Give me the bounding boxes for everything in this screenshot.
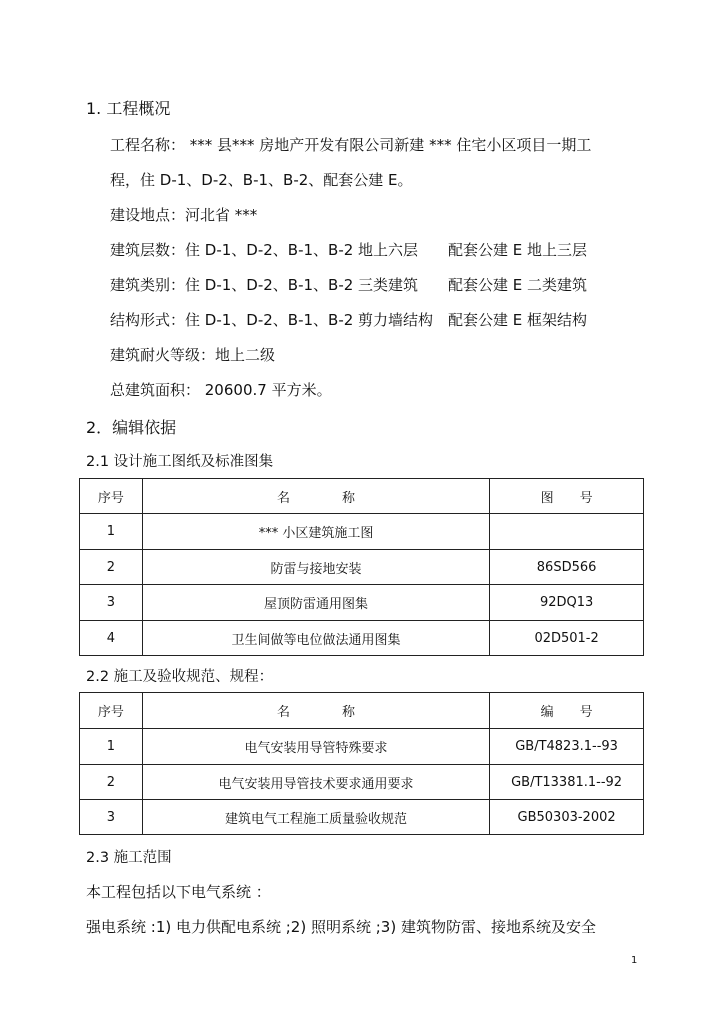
cell-code: GB50303-2002 [490, 800, 644, 835]
strong-current-line: 强电系统 :1) 电力供配电系统 ;2) 照明系统 ;3) 建筑物防雷、接地系统及安全 [86, 918, 596, 936]
fire-rating-line: 建筑耐火等级：地上二级 [110, 346, 276, 364]
cell-name: 屋顶防雷通用图集 [142, 585, 489, 621]
table-row [80, 621, 644, 656]
cell-name: 电气安装用导管技术要求通用要求 [142, 765, 489, 800]
section-2-3-title: 2.3 施工范围 [86, 850, 172, 866]
table-row [80, 765, 644, 800]
cell-name: *** 小区建筑施工图 [142, 514, 489, 550]
header-index: 序号 [80, 479, 143, 514]
cell-code: 02D501-2 [490, 621, 644, 656]
section-2-2-title: 2.2 施工及验收规范、规程： [86, 669, 274, 685]
section-2-1-title: 2.1 设计施工图纸及标准图集 [86, 454, 274, 470]
cell-name: 电气安装用导管特殊要求 [142, 729, 489, 765]
cell-index: 1 [80, 729, 143, 765]
header-drawing-no: 图 号 [490, 479, 644, 514]
table-row [80, 585, 644, 621]
cell-name: 建筑电气工程施工质量验收规范 [142, 800, 489, 835]
cell-code: GB/T4823.1--93 [490, 729, 644, 765]
table-row [80, 800, 644, 835]
cell-code [490, 514, 644, 550]
table-header-row [80, 479, 644, 514]
structure-form-line: 结构形式：住 D-1、D-2、B-1、B-2 剪力墙结构 配套公建 E 框架结构 [110, 311, 588, 329]
standards-table [79, 692, 644, 835]
cell-code: GB/T13381.1--92 [490, 765, 644, 800]
header-name: 名 称 [142, 479, 489, 514]
cell-code: 92DQ13 [490, 585, 644, 621]
building-floors-line: 建筑层数：住 D-1、D-2、B-1、B-2 地上六层 配套公建 E 地上三层 [110, 241, 588, 259]
drawings-table [79, 478, 644, 656]
project-name-line-cont: 程，住 D-1、D-2、B-1、B-2、配套公建 E。 [110, 171, 413, 189]
cell-index: 2 [80, 550, 143, 585]
cell-index: 3 [80, 585, 143, 621]
cell-index: 1 [80, 514, 143, 550]
header-name: 名 称 [142, 693, 489, 729]
cell-code: 86SD566 [490, 550, 644, 585]
table-row [80, 550, 644, 585]
scope-intro-line: 本工程包括以下电气系统 ： [86, 883, 271, 901]
cell-index: 4 [80, 621, 143, 656]
project-name-line: 工程名称： *** 县*** 房地产开发有限公司新建 *** 住宅小区项目一期工 [110, 136, 592, 154]
header-index: 序号 [80, 693, 143, 729]
page-number: 1 [631, 955, 638, 966]
cell-name: 卫生间做等电位做法通用图集 [142, 621, 489, 656]
table-row [80, 514, 644, 550]
total-area-line: 总建筑面积： 20600.7 平方米。 [110, 381, 332, 399]
cell-index: 3 [80, 800, 143, 835]
building-category-line: 建筑类别：住 D-1、D-2、B-1、B-2 三类建筑 配套公建 E 二类建筑 [110, 276, 588, 294]
table-header-row [80, 693, 644, 729]
section-2-title: 2．编辑依据 [86, 418, 177, 437]
construction-site-line: 建设地点：河北省 *** [110, 206, 258, 224]
cell-name: 防雷与接地安装 [142, 550, 489, 585]
cell-index: 2 [80, 765, 143, 800]
section-1-title: 1. 工程概况 [86, 99, 171, 118]
header-code: 编 号 [490, 693, 644, 729]
table-row [80, 729, 644, 765]
